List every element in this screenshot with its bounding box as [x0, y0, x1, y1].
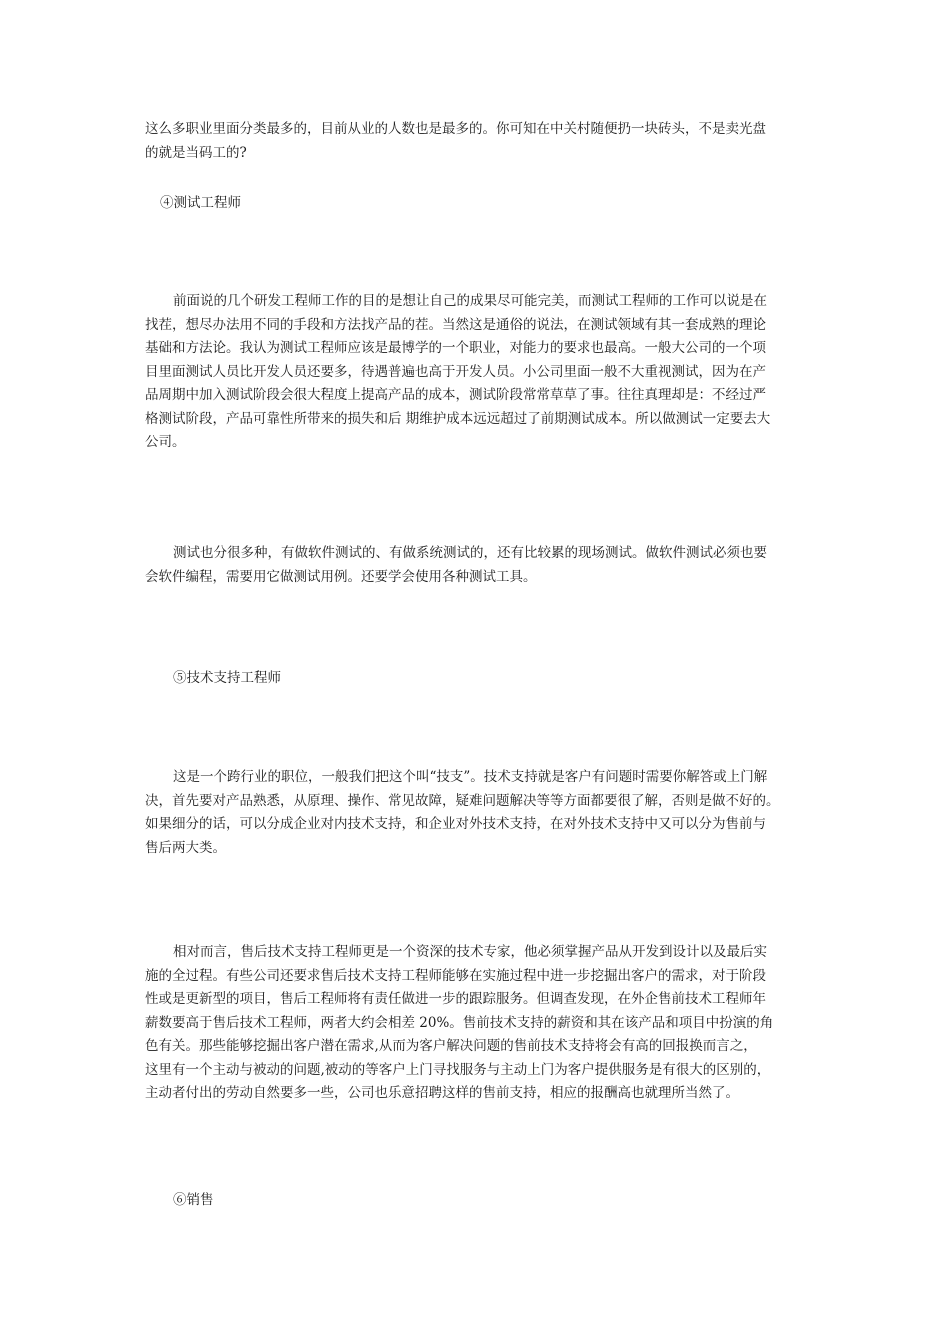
text-line: 会软件编程，需要用它做测试用例。还要学会使用各种测试工具。 [145, 568, 537, 585]
text-line: 基础和方法论。我认为测试工程师应该是最博学的一个职业，对能力的要求也最高。一般大公司的一个项 [145, 340, 766, 356]
text-line: 这是一个跨行业的职位，一般我们把这个叫“技支”。技术支持就是客户有问题时需要你解答或上门解 [173, 769, 768, 785]
text-line: 售后两大类。 [145, 839, 226, 856]
text-line: 的就是当码工的? [145, 144, 247, 161]
paragraph-test-engineer [145, 290, 810, 455]
paragraph-test-types [145, 542, 810, 589]
text-line: 目里面测试人员比开发人员还要多，待遇普遍也高于开发人员。小公司里面一般不大重视测试，因为在产 [145, 363, 766, 380]
text-line: 找茬，想尽办法用不同的手段和方法找产品的茬。当然这是通俗的说法，在测试领域有其一套成熟的理论 [145, 316, 766, 333]
text-line: 如果细分的话，可以分成企业对内技术支持，和企业对外技术支持，在对外技术支持中又可以分为售前与 [145, 816, 766, 832]
text-line: 品周期中加入测试阶段会很大程度上提高产品的成本，测试阶段常常草草了事。往往真理却是：不经过严 [145, 387, 766, 403]
text-line: 测试也分很多种，有做软件测试的、有做系统测试的，还有比较累的现场测试。做软件测试必须也要 [173, 545, 767, 561]
text-line: 这么多职业里面分类最多的，目前从业的人数也是最多的。你可知在中关村随便扔一块砖头，不是卖光盘 [145, 121, 766, 137]
text-line: 决，首先要对产品熟悉，从原理、操作、常见故障，疑难问题解决等等方面都要很了解，否则是做不好的。 [145, 792, 780, 809]
text-line: 色有关。那些能够挖掘出客户潜在需求,从而为客户解决问题的售前技术支持将会有高的回报换而言之， [145, 1038, 757, 1054]
paragraph-coders [145, 118, 810, 165]
heading-test-engineer: ④测试工程师 [160, 195, 241, 211]
heading-sales: ⑥销售 [173, 1192, 214, 1208]
paragraph-tech-support [145, 766, 810, 860]
text-line: 格测试阶段，产品可靠性所带来的损失和后 期维护成本远远超过了前期测试成本。所以做测试一定要去大 [145, 410, 771, 427]
text-line: 这里有一个主动与被动的问题,被动的等客户上门寻找服务与主动上门为客户提供服务是有很大的区别的， [145, 1061, 771, 1078]
paragraph-after-sales [145, 941, 810, 1106]
text-line: 性或是更新型的项目，售后工程师将有责任做进一步的跟踪服务。但调查发现，在外企售前技术工程师年 [145, 991, 766, 1007]
text-line: 薪数要高于售后技术工程师，两者大约会相差 20%。售前技术支持的薪资和其在该产品和项目中扮演的角 [145, 1014, 774, 1031]
text-line: 公司。 [145, 434, 186, 450]
heading-tech-support: ⑤技术支持工程师 [173, 670, 281, 686]
text-line: 前面说的几个研发工程师工作的目的是想让自己的成果尽可能完美，而测试工程师的工作可以说是在 [173, 293, 767, 309]
text-line: 主动者付出的劳动自然要多一些，公司也乐意招聘这样的售前支持，相应的报酬高也就理所当然了。 [145, 1085, 739, 1101]
text-line: 相对而言，售后技术支持工程师更是一个资深的技术专家，他必须掌握产品从开发到设计以及最后实 [173, 944, 767, 960]
text-line: 施的全过程。有些公司还要求售后技术支持工程师能够在实施过程中进一步挖掘出客户的需求，对于阶段 [145, 967, 766, 984]
